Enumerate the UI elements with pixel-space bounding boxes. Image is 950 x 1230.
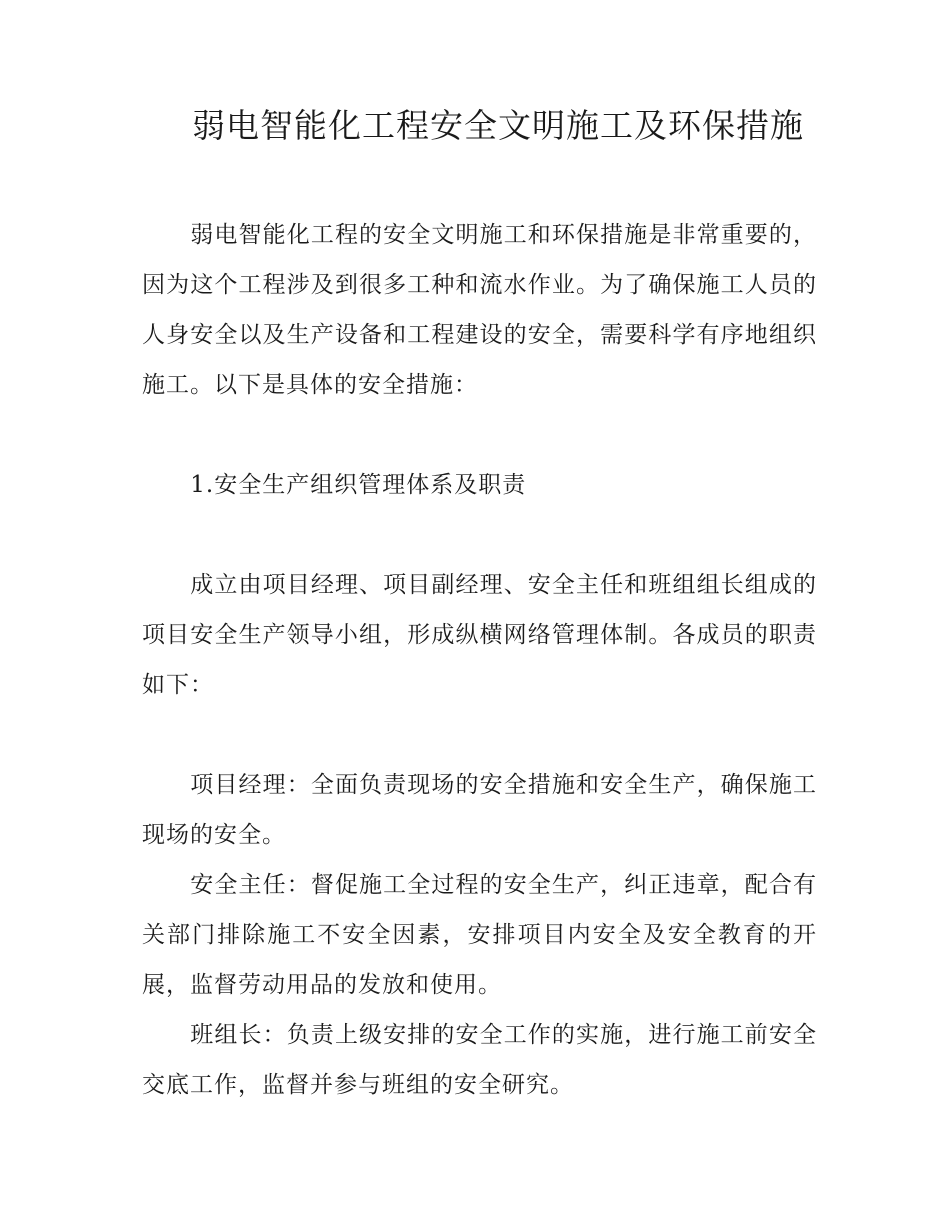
safety-director-duty: 安全主任：督促施工全过程的安全生产，纠正违章，配合有关部门排除施工不安全因素，安排项目内安全及安全教育的开展，监督劳动用品的发放和使用。 [142, 872, 817, 998]
intro-paragraph: 弱电智能化工程的安全文明施工和环保措施是非常重要的，因为这个工程涉及到很多工种和流水作业。为了确保施工人员的人身安全以及生产设备和工程建设的安全，需要科学有序地组织施工。以下是具体的安全措施： [142, 222, 817, 398]
document-title: 弱电智能化工程安全文明施工及环保措施 [192, 106, 804, 145]
document-body [142, 210, 817, 1110]
organization-paragraph: 成立由项目经理、项目副经理、安全主任和班组组长组成的项目安全生产领导小组，形成纵横网络管理体制。各成员的职责如下： [142, 572, 817, 698]
team-leader-duty: 班组长：负责上级安排的安全工作的实施，进行施工前安全交底工作，监督并参与班组的安全研究。 [142, 1022, 817, 1098]
project-manager-duty: 项目经理：全面负责现场的安全措施和安全生产，确保施工现场的安全。 [142, 772, 817, 848]
section-heading: 1.安全生产组织管理体系及职责 [190, 472, 527, 498]
